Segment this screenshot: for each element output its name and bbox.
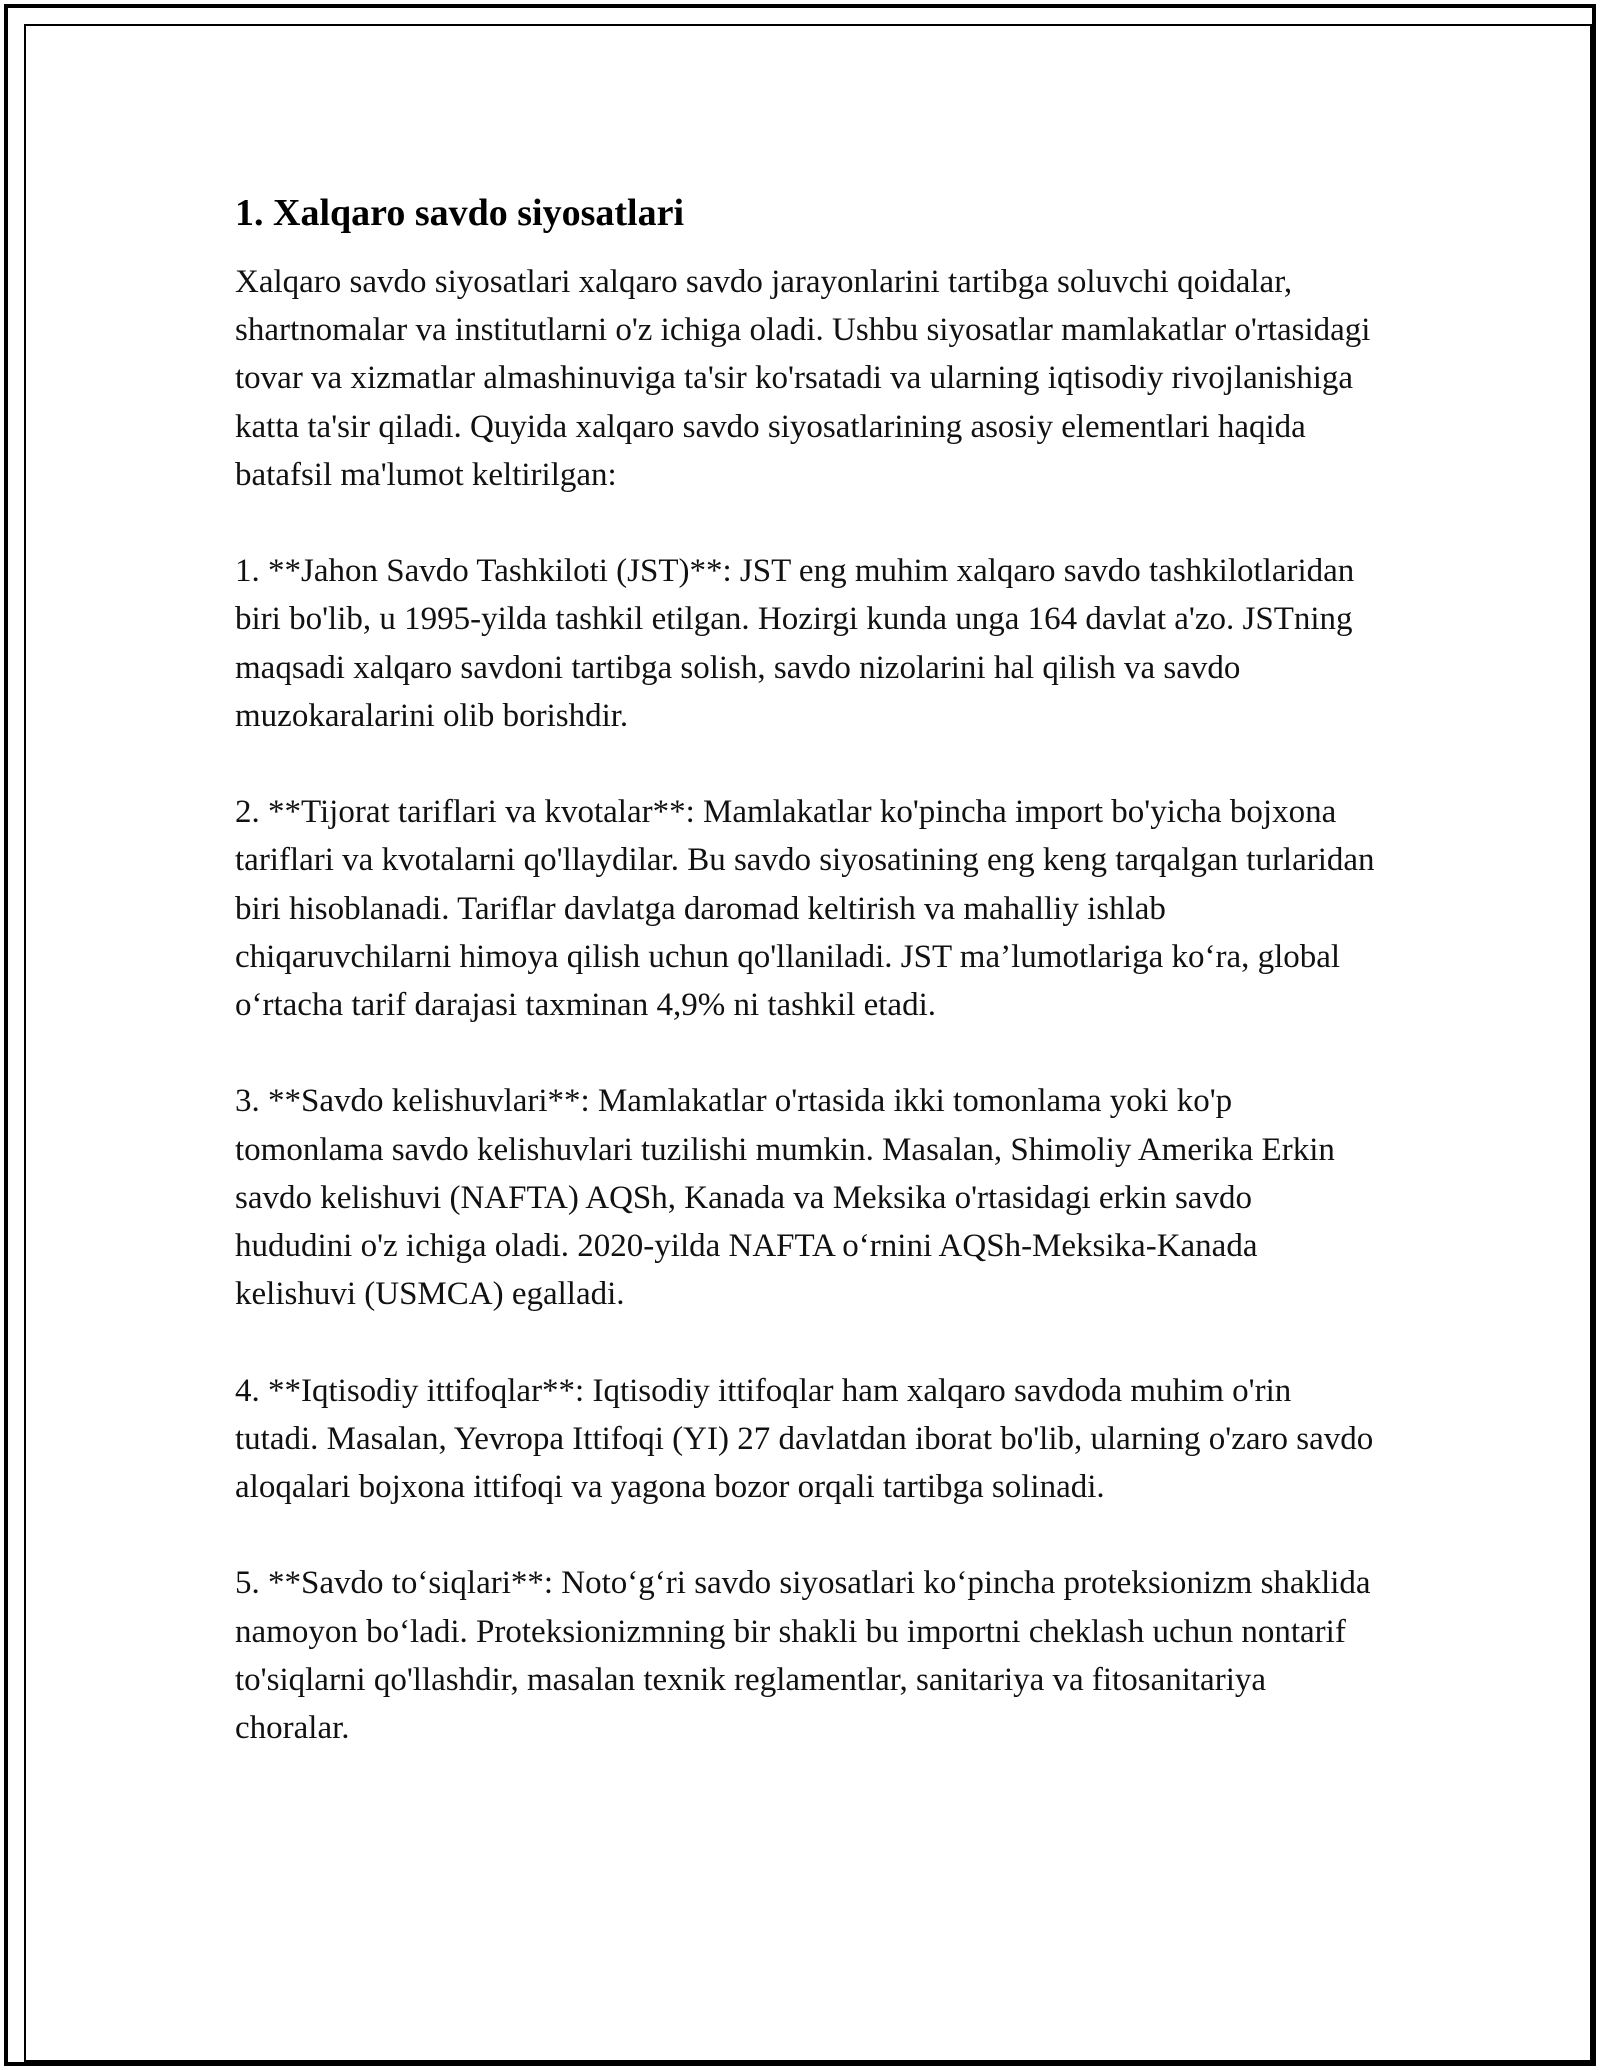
document-body — [235, 188, 1375, 1800]
intro-paragraph: Xalqaro savdo siyosatlari xalqaro savdo jarayonlarini tartibga soluvchi qoidalar, shartnomalar va institutlarni o'z ichiga oladi. Ushbu siyosatlar mamlakatlar o'rtasidagi tovar va xizmatlar almashinuviga ta'sir ko'rsatadi va ularning iqtisodiy rivojlanishiga katta ta'sir qiladi. Quyida xalqaro savdo siyosatlarining asosiy elementlari haqida batafsil ma'lumot keltirilgan: — [235, 264, 1371, 493]
list-item-tariffs: 2. **Tijorat tariflari va kvotalar**: Mamlakatlar ko'pincha import bo'yicha bojxona tariflari va kvotalarni qo'llaydilar. Bu savdo siyosatining eng keng tarqalgan turlaridan biri hisoblanadi. Tariflar davlatga daromad keltirish va mahalliy ishlab chiqaruvchilarni himoya qilish uchun qo'llaniladi. JST ma’lumotlariga ko‘ra, global o‘rtacha tarif darajasi taxminan 4,9% ni tashkil etadi. — [235, 794, 1375, 1024]
list-item-jst: 1. **Jahon Savdo Tashkiloti (JST)**: JST eng muhim xalqaro savdo tashkilotlaridan biri bo'lib, u 1995-yilda tashkil etilgan. Hozirgi kunda unga 164 davlat a'zo. JSTning maqsadi xalqaro savdoni tartibga solish, savdo nizolarini hal qilish va savdo muzokaralarini olib borishdir. — [235, 553, 1355, 734]
list-item-trade-barriers: 5. **Savdo to‘siqlari**: Noto‘g‘ri savdo siyosatlari ko‘pincha proteksionizm shaklida namoyon bo‘ladi. Proteksionizmning bir shakli bu importni cheklash uchun nontarif to'siqlarni qo'llashdir, masalan texnik reglamentlar, sanitariya va fitosanitariya choralar. — [235, 1565, 1371, 1747]
list-item-trade-agreements: 3. **Savdo kelishuvlari**: Mamlakatlar o'rtasida ikki tomonlama yoki ko'p tomonlama savdo kelishuvlari tuzilishi mumkin. Masalan, Shimoliy Amerika Erkin savdo kelishuvi (NAFTA) AQSh, Kanada va Meksika o'rtasidagi erkin savdo hududini o'z ichiga oladi. 2020-yilda NAFTA o‘rnini AQSh-Meksika-Kanada kelishuvi (USMCA) egalladi. — [235, 1083, 1335, 1313]
list-item-economic-unions: 4. **Iqtisodiy ittifoqlar**: Iqtisodiy ittifoqlar ham xalqaro savdoda muhim o'rin tutadi. Masalan, Yevropa Ittifoqi (YI) 27 davlatdan iborat bo'lib, ularning o'zaro savdo aloqalari bojxona ittifoqi va yagona bozor orqali tartibga solinadi. — [235, 1372, 1374, 1506]
document-title: 1. Xalqaro savdo siyosatlari — [235, 192, 685, 234]
